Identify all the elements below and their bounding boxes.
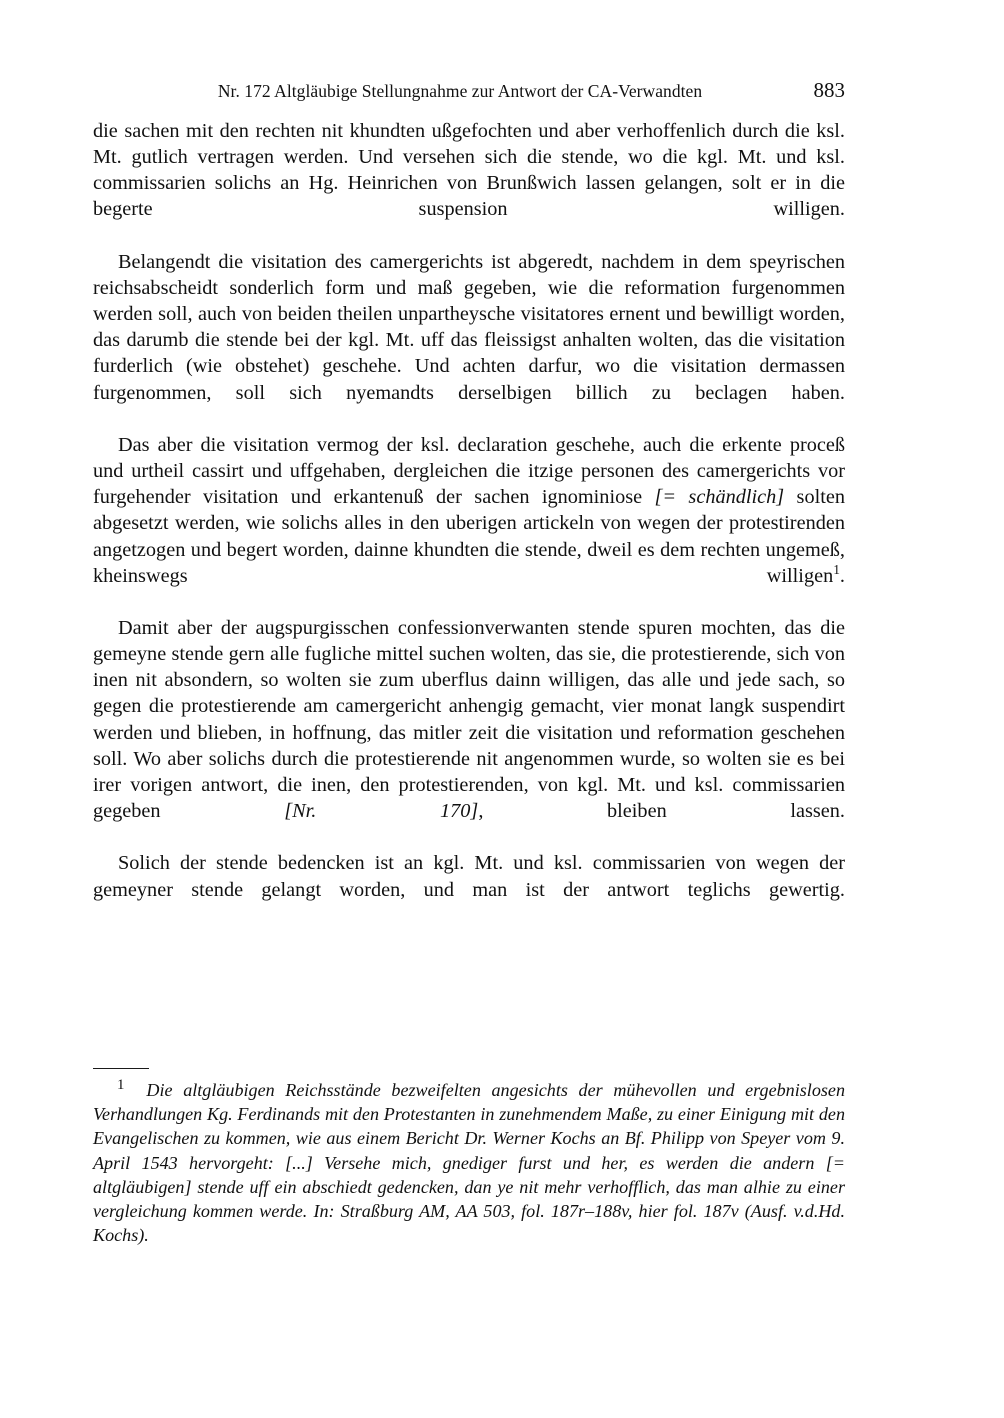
text-run: . <box>839 564 845 587</box>
text-run: Versehe mich, gnediger furst und her, es werden die andern <box>312 1152 826 1173</box>
body-paragraph <box>93 615 845 850</box>
body-paragraph: Solich der stende bedencken ist an kgl. Mt. und ksl. commissarien von wegen der gemeyner stende gelangt worden, und man ist der antwort teglichs gewertig. <box>93 852 845 901</box>
running-head-title: Nr. 172 Altgläubige Stellungnahme zur Antwort der CA-Verwandten <box>217 81 703 101</box>
text-run: Das aber die visitation vermog der ksl. declaration geschehe, auch die erkente proceß und urtheil cassirt und uffgehaben, dergleichen die itzige personen des camergerichts vor furgehender visitation und erkantenuß der sachen ignominiose <box>93 433 845 509</box>
footnote-zone <box>93 1068 845 1272</box>
italic-run: Die altgläubigen Reichsstände bezweifelten angesichts der mühevollen und ergebnislosen Verhandlungen Kg. Ferdinands mit den Protestanten in zunehmendem Maße, zu einer Einigung mit den Evangelischen zu kommen, wie aus einem Bericht Dr. Werner Kochs an Bf. Philipp von Speyer vom 9. April 1543 hervorgeht: [...] <box>93 1080 845 1173</box>
italic-run: [= schändlich] <box>654 486 785 509</box>
footnote-reference-marker[interactable]: 1 <box>833 561 840 577</box>
body-text <box>93 118 845 929</box>
italic-run: [Nr. 170] <box>284 800 479 823</box>
body-paragraph <box>93 432 845 615</box>
italic-run: [= altgläubigen] <box>93 1152 845 1197</box>
text-run: stende uff ein abschiedt gedencken, dan ye nit mehr verhofflich, das man alhie zu einer vergleichung kommen werde. <box>93 1176 845 1222</box>
text-run: Damit aber der augspurgisschen confessionverwanten stende spuren mochten, das die gemeyne stende gern alle fugliche mittel suchen wolten, das sie, die protestierende, sich von inen nit absondern, so wolten sie zum uberflus dainn willigen, das alle und jede sach, so gegen die protestierende am camergericht anhengig gemacht, vier monat langk suspendirt werden und blieben, in hoffnung, das mitler zeit die visitation und reformation geschehen soll. Wo aber solichs durch die protestierende nit angenommen wurde, so wolten sie es bei irer vorigen antwort, die inen, den protestierenden, von kgl. Mt. und ksl. commissarien gegeben <box>93 616 845 823</box>
footnote-separator-rule <box>93 1068 149 1069</box>
body-paragraph: Belangendt die visitation des camergerichts ist abgeredt, nachdem in dem speyrischen reichsabscheidt sonderlich form und maß gegeben, wie die reformation furgenommen werden soll, auch von beiden theilen unpartheysche visitatores ernent und bewilligt worden, das darumb die stende bei der kgl. Mt. uff das fleissigst anhalten wolten, das die visitation furderlich (wie obstehet) geschehe. Und achten darfur, wo die visitation dermassen furgenommen, soll sich nyemandts derselbigen billich zu beclagen haben. <box>93 250 845 404</box>
page-number: 883 <box>813 78 845 102</box>
text-run: solten abgesetzt werden, wie solichs alles in den uberigen artickeln von wegen der protestirenden angetzogen und begert worden, dainne khundten die stende, dweil es dem rechten ungemeß, kheinswegs willigen <box>93 486 845 587</box>
footnote-entry <box>93 1078 845 1272</box>
body-paragraph: die sachen mit den rechten nit khundten ußgefochten und aber verhoffenlich durch die ksl. Mt. gutlich vertragen werden. Und versehen sich die stende, wo die kgl. Mt. und ksl. commissarien solichs an Hg. Heinrichen von Brunßwich lassen gelangen, solt er in die begerte suspension willigen. <box>93 120 845 221</box>
text-run: , bleiben lassen. <box>478 800 845 823</box>
footnote-number: 1 <box>117 1076 125 1093</box>
italic-run: In: Straßburg AM, AA 503, fol. 187r–188v, hier fol. 187v (Ausf. v.d.Hd. Kochs). <box>93 1201 846 1246</box>
footnote-list <box>93 1078 845 1272</box>
running-head <box>93 78 845 104</box>
